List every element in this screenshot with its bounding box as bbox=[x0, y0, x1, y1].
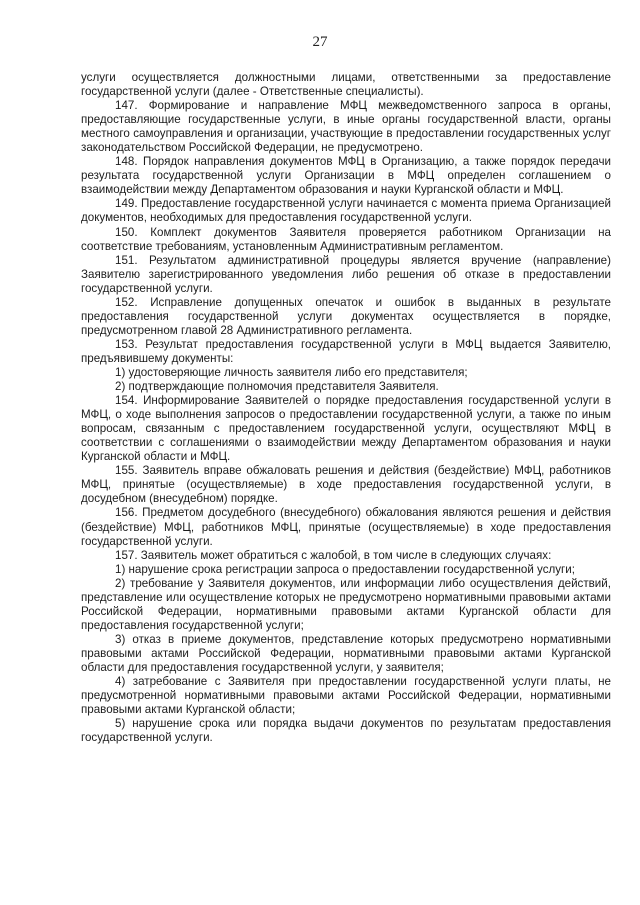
paragraph: 152. Исправление допущенных опечаток и ошибок в выданных в результате предоставления государственной услуги документах осуществляется в порядке, предусмотренном главой 28 Административного регламента. bbox=[81, 295, 611, 337]
paragraph: 147. Формирование и направление МФЦ межведомственного запроса в органы, предоставляющие государственные услуги, в иные органы государственной власти, органы местного самоуправления и организации, участвующие в предоставлении государственных услуг законодательством Российской Федерации, не предусмотрено. bbox=[81, 99, 611, 155]
page-number: 27 bbox=[312, 34, 328, 50]
paragraph: 154. Информирование Заявителей о порядке предоставления государственной услуги в МФЦ, о ходе выполнения запросов о предоставлении государственной услуги, а также по иным вопросам, связанным с предоставлением государственной услуги, осуществляют МФЦ в соответствии с соглашениями о взаимодействии между Департаментом образования и науки Курганской области и МФЦ. bbox=[81, 394, 611, 464]
list-item: 1) нарушение срока регистрации запроса о предоставлении государственной услуги; bbox=[115, 562, 575, 576]
list-item: 2) требование у Заявителя документов, или информации либо осуществления действий, представление или осуществление которых не предусмотрено нормативными правовыми актами Российской Федерации, нормативными правовыми актами Курганской области для предоставления государственной услуги; bbox=[81, 576, 611, 632]
paragraph: 150. Комплект документов Заявителя проверяется работником Организации на соответствие требованиям, установленным Административным регламентом. bbox=[81, 225, 611, 253]
paragraph: 153. Результат предоставления государственной услуги в МФЦ выдается Заявителю, предъявившему документы: bbox=[81, 337, 611, 365]
list-item: 4) затребование с Заявителя при предоставлении государственной услуги платы, не предусмотренной нормативными правовыми актами Российской Федерации, нормативными правовыми актами Курганской области; bbox=[81, 675, 611, 717]
paragraph: 148. Порядок направления документов МФЦ в Организацию, а также порядок передачи результата государственной услуги Организации в МФЦ определен соглашением о взаимодействии между Департаментом образования и науки Курганской области и МФЦ. bbox=[81, 155, 611, 197]
paragraph: 149. Предоставление государственной услуги начинается с момента приема Организацией документов, необходимых для предоставления государственной услуги. bbox=[81, 197, 611, 225]
list-item: 1) удостоверяющие личность заявителя либо его представителя; bbox=[115, 365, 468, 379]
list-item: 5) нарушение срока или порядка выдачи документов по результатам предоставления государственной услуги. bbox=[81, 717, 611, 745]
paragraph: 151. Результатом административной процедуры является вручение (направление) Заявителю зарегистрированного уведомления либо решения об отказе в предоставлении государственной услуги. bbox=[81, 253, 611, 295]
document-body bbox=[81, 71, 611, 745]
list-item: 2) подтверждающие полномочия представителя Заявителя. bbox=[115, 380, 439, 394]
paragraph: 155. Заявитель вправе обжаловать решения и действия (бездействие) МФЦ, работников МФЦ, принятые (осуществляемые) в ходе предоставления государственной услуги, в досудебном (внесудебном) порядке. bbox=[81, 464, 611, 506]
list-item: 3) отказ в приеме документов, представление которых предусмотрено нормативными правовыми актами Российской Федерации, нормативными правовыми актами Курганской области для предоставления государственной услуги, у заявителя; bbox=[81, 632, 611, 674]
paragraph: 156. Предметом досудебного (внесудебного) обжалования являются решения и действия (бездействие) МФЦ, работников МФЦ, принятые (осуществляемые) в ходе предоставления государственной услуги. bbox=[81, 506, 611, 548]
paragraph: услуги осуществляется должностными лицами, ответственными за предоставление государственной услуги (далее - Ответственные специалисты). bbox=[81, 71, 611, 99]
paragraph: 157. Заявитель может обратиться с жалобой, в том числе в следующих случаях: bbox=[115, 548, 552, 562]
